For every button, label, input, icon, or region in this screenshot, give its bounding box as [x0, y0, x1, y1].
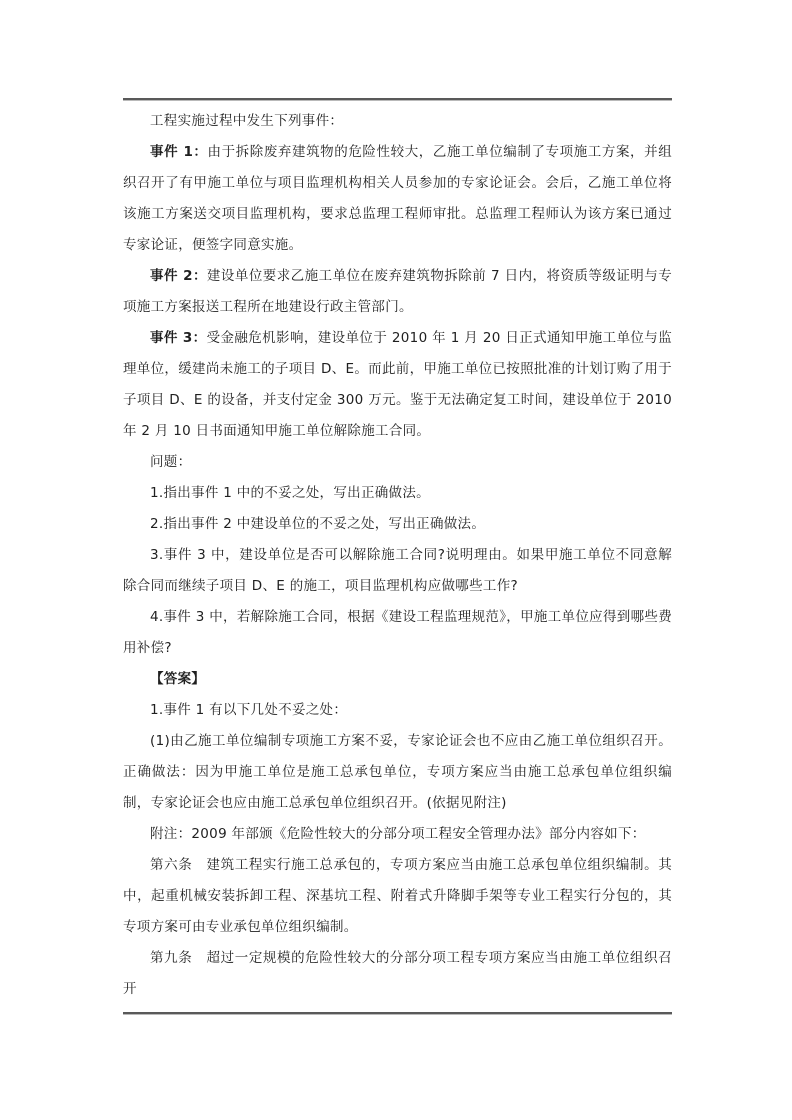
paragraph-prefix: 事件 2： — [150, 268, 207, 284]
event-3: 事件 3：受金融危机影响，建设单位于 2010 年 1 月 20 日正式通知甲施工单位与监理单位，缓建尚未施工的子项目 D、E。而此前，甲施工单位已按照批准的计划订购了用于子项目 D、E 的设备，并支付定金 300 万元。鉴于无法确定复工时间，建设单位于 2010 年 2 月 10 日书面通知甲施工单位解除施工合同。 — [123, 330, 673, 439]
document-body — [123, 101, 672, 1005]
intro-line: 工程实施过程中发生下列事件： — [150, 113, 344, 129]
question-3: 3.事件 3 中，建设单位是否可以解除施工合同?说明理由。如果甲施工单位不同意解除合同而继续子项目 D、E 的施工，项目监理机构应做哪些工作? — [123, 547, 672, 594]
event-2: 事件 2：建设单位要求乙施工单位在废弃建筑物拆除前 7 日内，将资质等级证明与专项施工方案报送工程所在地建设行政主管部门。 — [123, 268, 673, 315]
question-1: 1.指出事件 1 中的不妥之处，写出正确做法。 — [150, 485, 430, 501]
note-article-9: 第九条 超过一定规模的危险性较大的分部分项工程专项方案应当由施工单位组织召开 — [123, 950, 672, 997]
answer-1-item-1: (1)由乙施工单位编制专项施工方案不妥，专家论证会也不应由乙施工单位组织召开。正确做法：因为甲施工单位是施工总承包单位，专项方案应当由施工总承包单位组织编制，专家论证会也应由施工总承包单位组织召开。(依据见附注) — [123, 733, 672, 811]
question-2: 2.指出事件 2 中建设单位的不妥之处，写出正确做法。 — [150, 516, 486, 532]
question-4: 4.事件 3 中，若解除施工合同，根据《建设工程监理规范》，甲施工单位应得到哪些费用补偿? — [123, 609, 672, 656]
event-1: 事件 1：由于拆除废弃建筑物的危险性较大，乙施工单位编制了专项施工方案，并组织召开了有甲施工单位与项目监理机构相关人员参加的专家论证会。会后，乙施工单位将该施工方案送交项目监理机构，要求总监理工程师审批。总监理工程师认为该方案已通过专家论证，便签字同意实施。 — [123, 144, 672, 253]
answer-heading: 【答案】 — [150, 671, 206, 687]
paragraph-prefix: 事件 3： — [150, 330, 207, 346]
note-article-6: 第六条 建筑工程实行施工总承包的，专项方案应当由施工总承包单位组织编制。其中，起重机械安装拆卸工程、深基坑工程、附着式升降脚手架等专业工程实行分包的，其专项方案可由专业承包单位组织编制。 — [123, 857, 672, 935]
note-intro: 附注：2009 年部颁《危险性较大的分部分项工程安全管理办法》部分内容如下： — [150, 826, 646, 842]
footer-rule — [123, 1012, 672, 1015]
answer-1-intro: 1.事件 1 有以下几处不妥之处： — [150, 702, 348, 718]
questions-label: 问题： — [150, 454, 192, 470]
paragraph-prefix: 事件 1： — [150, 144, 208, 160]
